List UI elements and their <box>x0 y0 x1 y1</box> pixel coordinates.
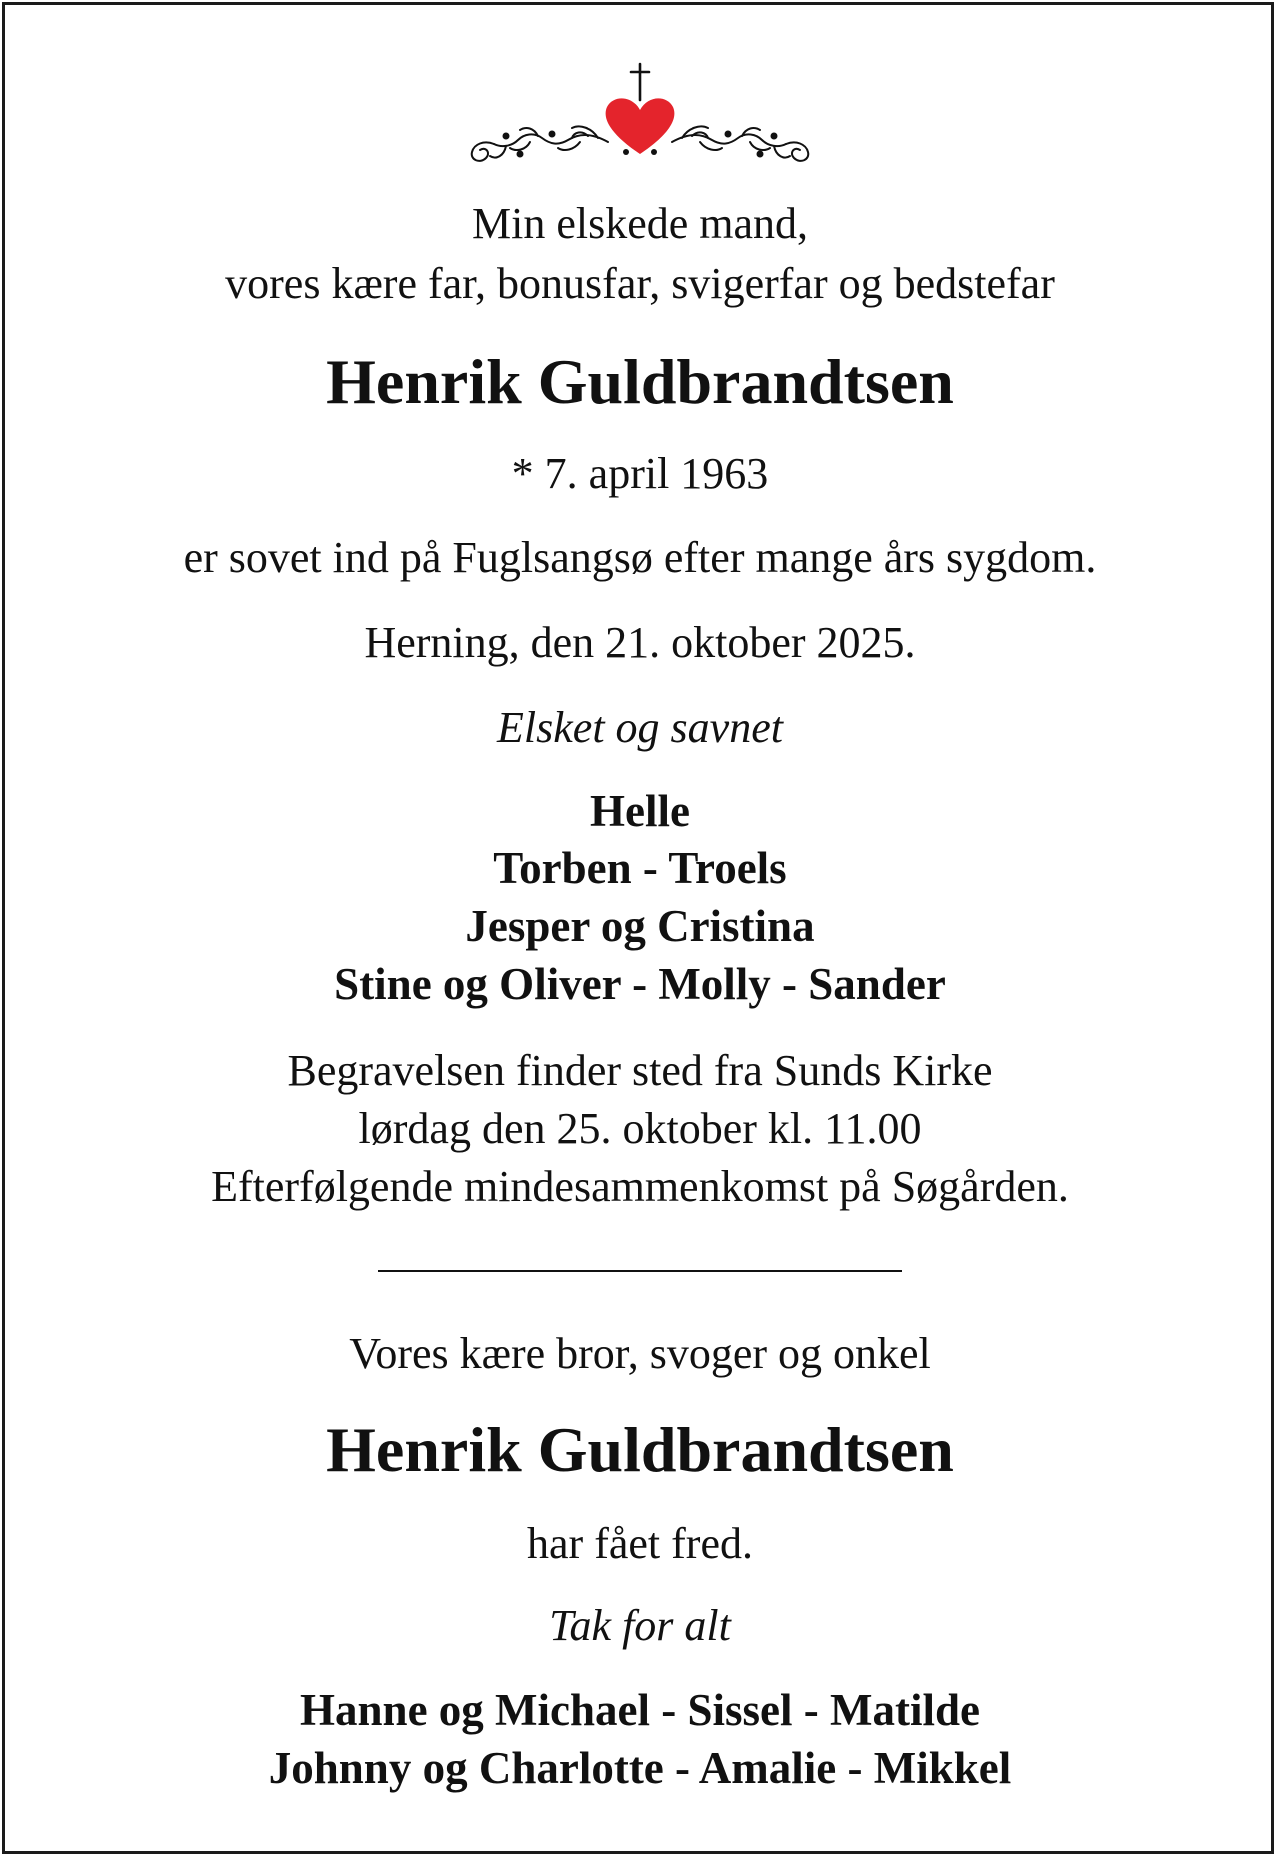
second-intro: Vores kære bror, svoger og onkel <box>349 1329 931 1378</box>
signatory-line: Jesper og Cristina <box>465 901 815 951</box>
signatory-line: Helle <box>590 786 690 836</box>
section-divider <box>378 1270 902 1272</box>
second-farewell: Tak for alt <box>549 1601 731 1650</box>
intro-line: vores kære far, bonusfar, svigerfar og bedstefar <box>225 259 1055 308</box>
second-announcement: har fået fred. <box>527 1519 753 1568</box>
deceased-name: Henrik Guldbrandtsen <box>326 346 954 417</box>
funeral-info-line: Begravelsen finder sted fra Sunds Kirke <box>287 1046 993 1095</box>
second-deceased-name: Henrik Guldbrandtsen <box>326 1414 954 1485</box>
signatory-line: Stine og Oliver - Molly - Sander <box>334 959 946 1009</box>
second-signatory-line: Johnny og Charlotte - Amalie - Mikkel <box>268 1743 1012 1793</box>
death-announcement: er sovet ind på Fuglsangsø efter mange års sygdom. <box>183 533 1097 582</box>
funeral-info-line: Efterfølgende mindesammenkomst på Søgården. <box>211 1162 1069 1211</box>
second-signatory-line: Hanne og Michael - Sissel - Matilde <box>300 1685 980 1735</box>
birth-date: * 7. april 1963 <box>511 449 769 498</box>
cross-heart-flourish-icon <box>460 58 820 168</box>
funeral-info-line: lørdag den 25. oktober kl. 11.00 <box>358 1104 922 1153</box>
place-date: Herning, den 21. oktober 2025. <box>364 618 916 667</box>
farewell-phrase: Elsket og savnet <box>497 703 783 752</box>
signatory-line: Torben - Troels <box>493 843 787 893</box>
intro-line: Min elskede mand, <box>471 199 809 248</box>
